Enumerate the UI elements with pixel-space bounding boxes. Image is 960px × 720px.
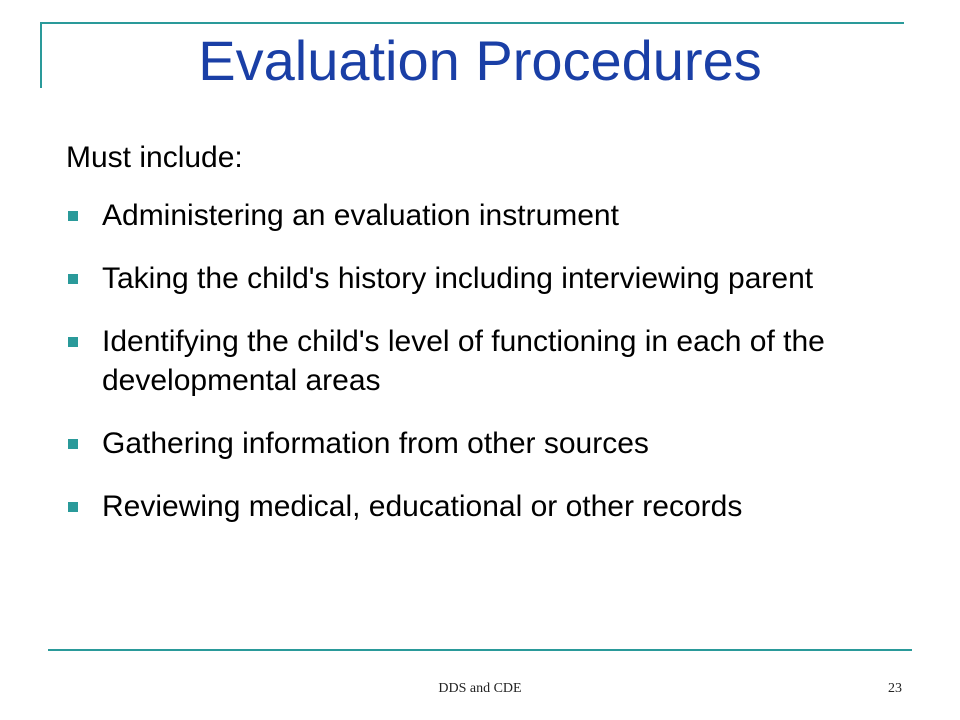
- top-frame-line: [40, 22, 904, 24]
- slide-title: Evaluation Procedures: [198, 29, 762, 92]
- bullet-item: [66, 196, 916, 235]
- square-bullet-icon: [68, 502, 78, 512]
- footer-divider: [48, 649, 912, 651]
- bullet-text: Gathering information from other sources: [102, 427, 649, 460]
- bullet-item: [66, 487, 916, 526]
- bullet-text: Administering an evaluation instrument: [102, 199, 619, 232]
- page-number: 23: [888, 681, 902, 696]
- square-bullet-icon: [68, 439, 78, 449]
- slide-content: [66, 138, 916, 550]
- bullet-text: Identifying the child's level of functioning in each of the developmental areas: [102, 325, 825, 397]
- bullet-item: [66, 424, 916, 463]
- intro-text: Must include:: [66, 141, 243, 174]
- bullet-text: Taking the child's history including interviewing parent: [102, 262, 814, 295]
- square-bullet-icon: [68, 274, 78, 284]
- square-bullet-icon: [68, 337, 78, 347]
- bullet-list: [66, 196, 916, 526]
- square-bullet-icon: [68, 211, 78, 221]
- footer-text: DDS and CDE: [438, 681, 522, 696]
- bullet-item: [66, 259, 916, 298]
- bullet-item: [66, 322, 916, 400]
- bullet-text: Reviewing medical, educational or other records: [102, 490, 743, 523]
